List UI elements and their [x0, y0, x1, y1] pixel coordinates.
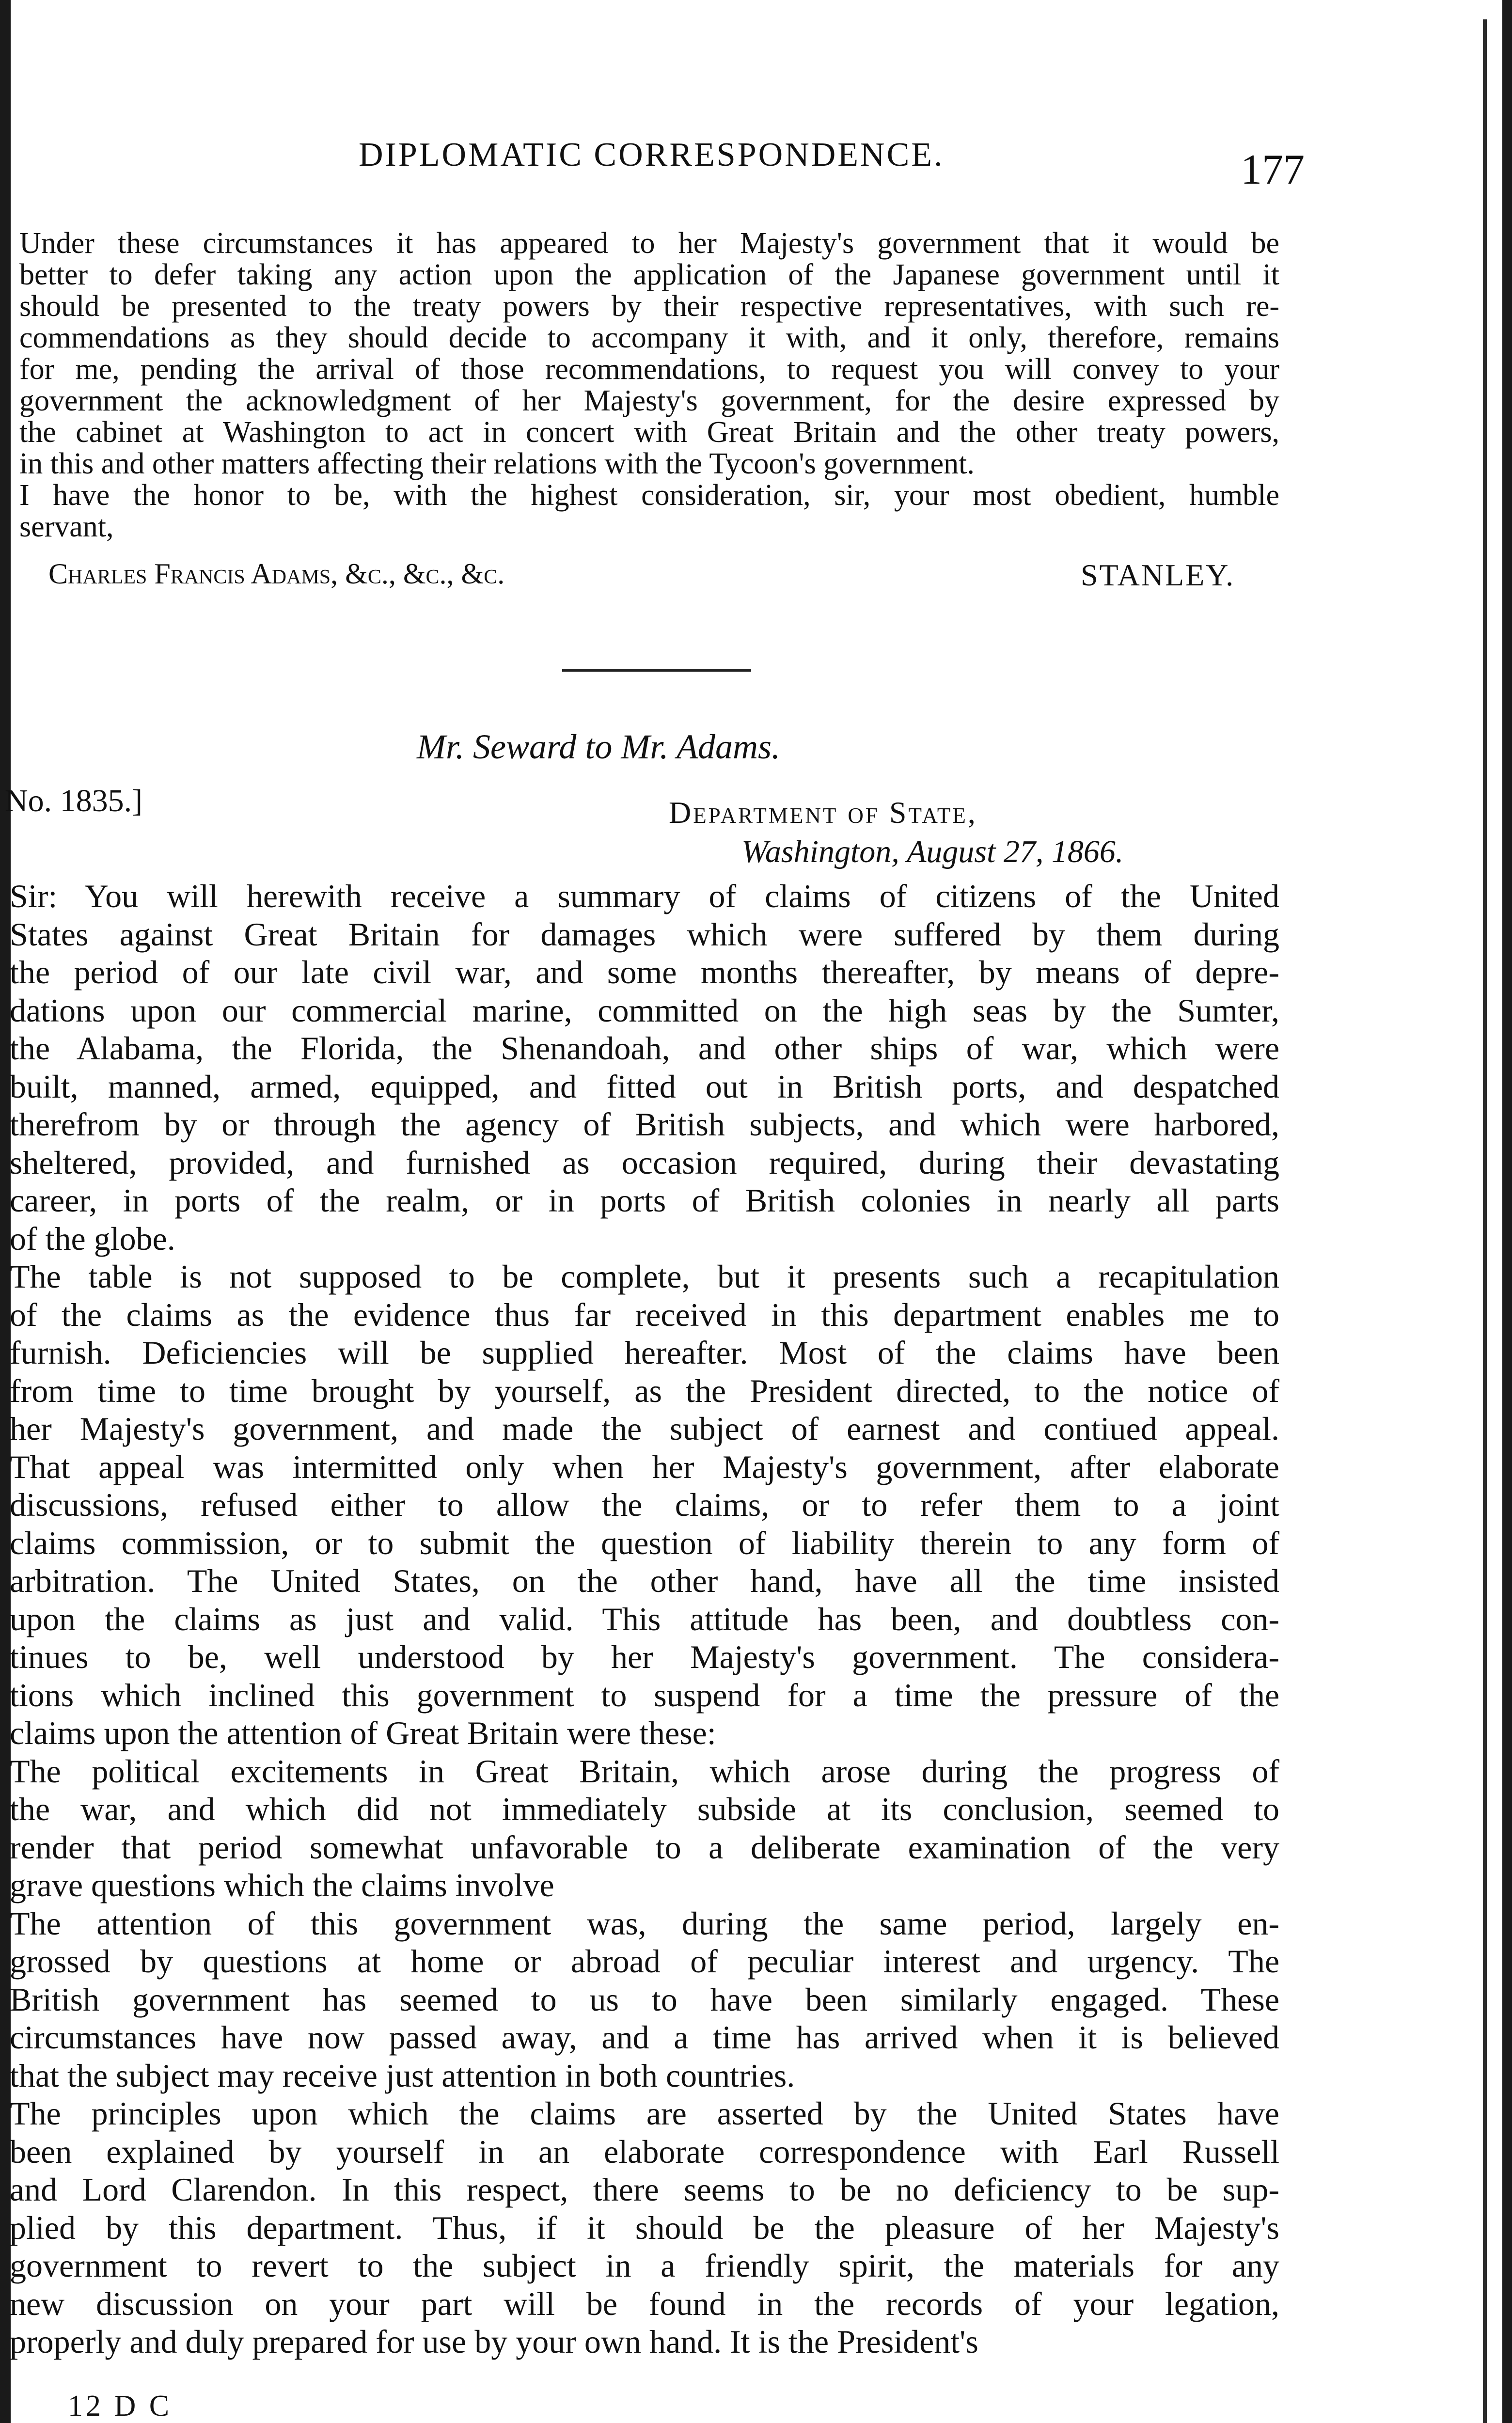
text-line: therefrom by or through the agency of British subjects, and which were harbored, [10, 1106, 1279, 1143]
text-line: The attention of this government was, during the same period, largely en- [10, 1904, 1279, 1942]
text-line: her Majesty's government, and made the subject of earnest and contiued appeal. [10, 1410, 1279, 1447]
text-line: The principles upon which the claims are asserted by the United States have [10, 2095, 1279, 2132]
text-line: I have the honor to be, with the highest consideration, sir, your most obedient, humble [19, 479, 1279, 512]
running-title: DIPLOMATIC CORRESPONDENCE. [359, 136, 945, 173]
text-line: been explained by yourself in an elaborate correspondence with Earl Russell [10, 2133, 1279, 2170]
text-line: should be presented to the treaty powers by their respective representatives, with such re- [19, 290, 1279, 323]
letter-body [10, 877, 1279, 2361]
text-line: sheltered, provided, and furnished as occasion required, during their devastating [10, 1144, 1279, 1181]
text-line: of the claims as the evidence thus far received in this department enables me to [10, 1296, 1279, 1333]
text-line: tinues to be, well understood by her Majesty's government. The considera- [10, 1638, 1279, 1675]
text-line: The table is not supposed to be complete, but it presents such a recapitulation [10, 1258, 1279, 1295]
signature-mark: 12 D C [68, 2390, 173, 2423]
text-line: grossed by questions at home or abroad of peculiar interest and urgency. The [10, 1943, 1279, 1980]
scan-right-edge [1502, 0, 1512, 2423]
text-line: arbitration. The United States, on the other hand, have all the time insisted [10, 1562, 1279, 1599]
section-divider [562, 669, 751, 672]
text-line: render that period somewhat unfavorable to a deliberate examination of the very [10, 1828, 1279, 1866]
text-line: States against Great Britain for damages which were suffered by them during [10, 915, 1279, 953]
addressee: Charles Francis Adams, &c., &c., &c. [48, 558, 505, 590]
text-line: dations upon our commercial marine, committed on the high seas by the Sumter, [10, 991, 1279, 1029]
letter-title: Mr. Seward to Mr. Adams. [417, 727, 781, 766]
text-line: government the acknowledgment of her Majesty's government, for the desire expressed by [19, 384, 1279, 417]
text-line: the period of our late civil war, and some months thereafter, by means of depre- [10, 954, 1279, 991]
dateline: Washington, August 27, 1866. [741, 834, 1124, 869]
text-line: furnish. Deficiencies will be supplied hereafter. Most of the claims have been [10, 1334, 1279, 1371]
text-line: Sir: You will herewith receive a summary of claims of citizens of the United [10, 878, 1279, 914]
text-line: discussions, refused either to allow the claims, or to refer them to a joint [10, 1486, 1279, 1523]
scan-left-edge [0, 0, 11, 2423]
text-line: in this and other matters affecting their relations with the Tycoon's government. [19, 447, 975, 480]
text-line: government to revert to the subject in a friendly spirit, the materials for any [10, 2247, 1279, 2284]
text-line: career, in ports of the realm, or in ports of British colonies in nearly all parts [10, 1182, 1279, 1219]
text-line: claims commission, or to submit the question of liability therein to any form of [10, 1524, 1279, 1561]
text-line: upon the claims as just and valid. This attitude has been, and doubtless con- [10, 1600, 1279, 1637]
text-line: British government has seemed to us to have been similarly engaged. These [10, 1981, 1279, 2018]
text-line: of the globe. [10, 1220, 175, 1257]
text-line: for me, pending the arrival of those recommendations, to request you will convey to your [19, 353, 1279, 386]
signature: STANLEY. [1081, 558, 1235, 592]
text-line: built, manned, armed, equipped, and fitted out in British ports, and despatched [10, 1068, 1279, 1105]
text-line: servant, [19, 510, 114, 543]
text-line: that the subject may receive just attention in both countries. [10, 2057, 795, 2094]
text-line: grave questions which the claims involve [10, 1867, 554, 1904]
page-number: 177 [1241, 146, 1305, 193]
text-line: from time to time brought by yourself, as the President directed, to the notice of [10, 1372, 1279, 1409]
text-line: better to defer taking any action upon the application of the Japanese government until it [19, 258, 1279, 291]
text-line: The political excitements in Great Britain, which arose during the progress of [10, 1752, 1279, 1790]
text-line: plied by this department. Thus, if it should be the pleasure of her Majesty's [10, 2209, 1279, 2246]
text-line: and Lord Clarendon. In this respect, there seems to be no deficiency to be sup- [10, 2171, 1279, 2208]
text-line: the Alabama, the Florida, the Shenandoah, and other ships of war, which were [10, 1030, 1279, 1067]
text-line: Under these circumstances it has appeared to her Majesty's government that it would be [19, 227, 1279, 260]
text-line: commendations as they should decide to accompany it with, and it only, therefore, remains [19, 321, 1279, 354]
text-line: tions which inclined this government to suspend for a time the pressure of the [10, 1676, 1279, 1714]
text-line: claims upon the attention of Great Britain were these: [10, 1715, 716, 1751]
text-line: new discussion on your part will be found in the records of your legation, [10, 2285, 1279, 2322]
text-line: the cabinet at Washington to act in concert with Great Britain and the other treaty powers, [19, 416, 1279, 449]
text-line: That appeal was intermitted only when her Majesty's government, after elaborate [10, 1448, 1279, 1485]
department-heading: Department of State, [669, 795, 977, 830]
text-line: the war, and which did not immediately subside at its conclusion, seemed to [10, 1791, 1279, 1827]
scan-right-fold [1483, 19, 1487, 2423]
text-line: properly and duly prepared for use by your own hand. It is the President's [10, 2323, 978, 2360]
letter-closing-paragraph [19, 228, 1279, 543]
text-line: circumstances have now passed away, and a time has arrived when it is believed [10, 2019, 1279, 2056]
document-number: No. 1835.] [5, 783, 143, 818]
